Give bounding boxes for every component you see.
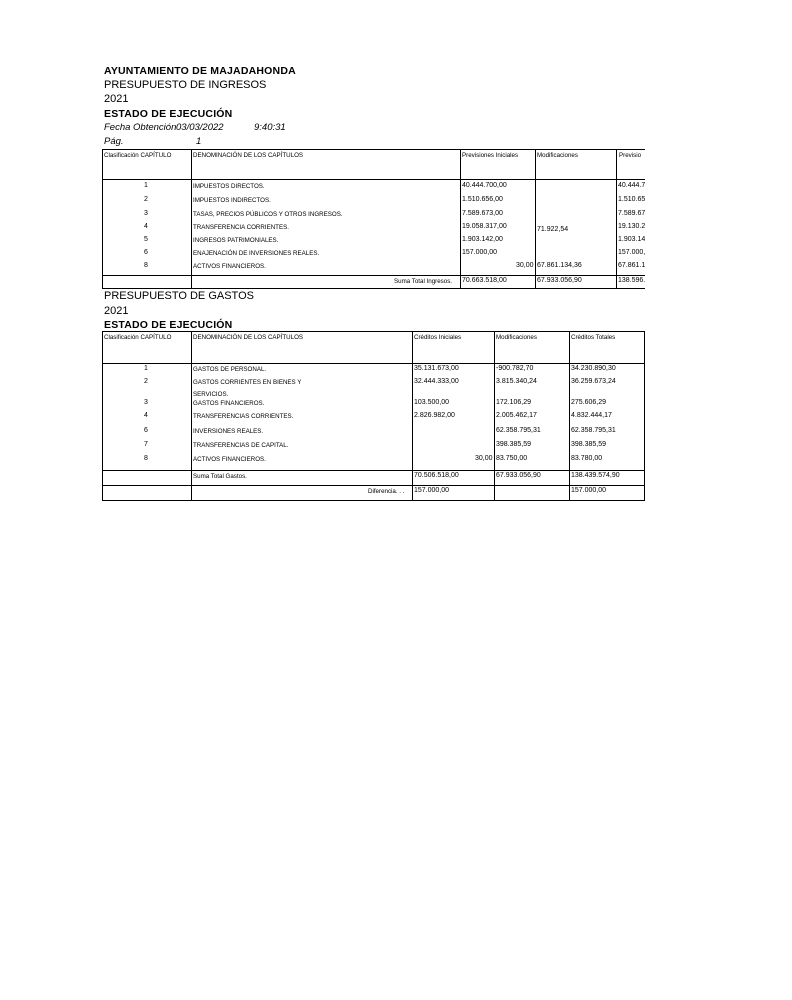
table-row-den-cont: SERVICIOS. (193, 391, 229, 398)
col-header-denominacion: DENOMINACIÓN DE LOS CAPÍTULOS (193, 334, 304, 341)
col-header-denominacion: DENOMINACIÓN DE LOS CAPÍTULOS (193, 152, 304, 159)
table-row-den: ACTIVOS FINANCIEROS. (193, 263, 266, 270)
table-row-mod: 3.815.340,24 (496, 378, 537, 385)
table-row-cap: 2 (144, 378, 148, 385)
col-header-clasificacion: Clasificación CAPÍTULO (104, 334, 172, 341)
table-row-tot: 7.589.67 (618, 210, 645, 217)
total-gastos-label: Suma Total Gastos. (193, 473, 247, 480)
table-row-tot: 1.510.65 (618, 196, 645, 203)
table-row-ini: 32.444.333,00 (414, 378, 459, 385)
table-row-mod: -900.782,70 (496, 365, 534, 372)
table-row-cap: 7 (144, 441, 148, 448)
table-row-cap: 6 (144, 427, 148, 434)
table-row-den: ACTIVOS FINANCIEROS. (193, 456, 266, 463)
table-row-cap: 8 (144, 262, 148, 269)
total-ingresos-mod: 67.933.056,90 (537, 277, 582, 284)
fecha-value: 03/03/2022 (176, 122, 224, 133)
table-row-tot: 275.606,29 (571, 399, 607, 406)
table-row-cap: 4 (144, 412, 148, 419)
col-header-creditos-iniciales: Créditos Iniciales (414, 334, 462, 341)
diferencia-label: Diferencia. . . (368, 488, 405, 495)
hora-value: 9:40:31 (254, 122, 286, 133)
table-row-den: TRANSFERENCIAS CORRIENTES. (193, 413, 294, 420)
table-row-den: TRANSFERENCIAS DE CAPITAL. (193, 442, 289, 449)
table-row-den: GASTOS FINANCIEROS. (193, 400, 265, 407)
gastos-estado-heading: ESTADO DE EJECUCIÓN (104, 319, 233, 331)
table-row-mod: 67.861.134,36 (537, 262, 582, 269)
table-row-ini: 30,00 (516, 262, 534, 269)
col-header-previsiones-totales: Previsio (619, 152, 642, 159)
table-row-ini: 2.826.982,00 (414, 412, 455, 419)
total-gastos-tot: 138.439.574,90 (571, 472, 620, 479)
table-row-ini: 35.131.673,00 (414, 365, 459, 372)
table-row-cap: 4 (144, 223, 148, 230)
table-row-mod: 172.106,29 (496, 399, 532, 406)
estado-heading: ESTADO DE EJECUCIÓN (104, 108, 233, 120)
table-row-tot: 157.000, (618, 249, 645, 256)
table-row-den: ENAJENACIÓN DE INVERSIONES REALES. (193, 250, 320, 257)
table-row-tot: 4.832.444,17 (571, 412, 612, 419)
table-row-ini: 1.510.656,00 (462, 196, 503, 203)
table-row-ini: 19.058.317,00 (462, 223, 507, 230)
report-year: 2021 (104, 93, 129, 105)
table-row-den: INGRESOS PATRIMONIALES. (193, 237, 279, 244)
table-row-mod: 83.750,00 (496, 455, 528, 462)
table-row-mod: 2.005.462,17 (496, 412, 537, 419)
table-row-ini: 40.444.700,00 (462, 182, 507, 189)
table-row-den: INVERSIONES REALES. (193, 428, 264, 435)
col-header-creditos-totales: Créditos Totales (571, 334, 616, 341)
table-row-ini: 157.000,00 (462, 249, 498, 256)
table-row-tot: 67.861.1 (618, 262, 645, 269)
gastos-year: 2021 (104, 305, 129, 317)
table-row-ini: 30,00 (475, 455, 493, 462)
diferencia-ini: 157.000,00 (414, 487, 450, 494)
total-ingresos-label: Suma Total Ingresos. (394, 278, 453, 285)
table-row-den: IMPUESTOS INDIRECTOS. (193, 197, 271, 204)
table-row-ini: 7.589.673,00 (462, 210, 503, 217)
table-row-cap: 6 (144, 249, 148, 256)
table-row-mod: 71.922,54 (537, 226, 569, 233)
table-row-tot: 19.130.2 (618, 223, 645, 230)
table-row-tot: 83.780,00 (571, 455, 603, 462)
org-name: AYUNTAMIENTO DE MAJADAHONDA (104, 65, 296, 77)
col-header-previsiones-iniciales: Previsiones Iniciales (462, 152, 519, 159)
col-header-clasificacion: Clasificación CAPÍTULO (104, 152, 172, 159)
table-row-cap: 5 (144, 236, 148, 243)
table-row-mod: 62.358.795,31 (496, 427, 541, 434)
total-gastos-mod: 67.933.056,90 (496, 472, 541, 479)
table-row-den: TRANSFERENCIA CORRIENTES. (193, 224, 289, 231)
table-row-tot: 398.385,59 (571, 441, 607, 448)
table-row-tot: 62.358.795,31 (571, 427, 616, 434)
table-row-cap: 1 (144, 365, 148, 372)
table-row-cap: 3 (144, 210, 148, 217)
total-ingresos-ini: 70.663.518,00 (462, 277, 507, 284)
table-row-den: TASAS, PRECIOS PÚBLICOS Y OTROS INGRESOS. (193, 211, 343, 218)
table-row-den: IMPUESTOS DIRECTOS. (193, 183, 265, 190)
col-header-modificaciones: Modificaciones (496, 334, 537, 341)
table-row-ini: 1.903.142,00 (462, 236, 503, 243)
pag-label: Pág. (104, 136, 124, 147)
total-gastos-ini: 70.506.518,00 (414, 472, 459, 479)
fecha-label: Fecha Obtención (104, 122, 177, 133)
gastos-title: PRESUPUESTO DE GASTOS (104, 290, 254, 302)
table-row-mod: 398.385,59 (496, 441, 532, 448)
table-row-tot: 1.903.14 (618, 236, 645, 243)
table-row-ini: 103.500,00 (414, 399, 450, 406)
table-row-cap: 2 (144, 196, 148, 203)
table-row-den: GASTOS DE PERSONAL. (193, 366, 267, 373)
table-row-tot: 40.444.7 (618, 182, 645, 189)
total-ingresos-tot: 138.596. (618, 277, 645, 284)
pag-value: 1 (196, 136, 202, 147)
diferencia-tot: 157.000,00 (571, 487, 607, 494)
table-row-den: GASTOS CORRIENTES EN BIENES Y (193, 379, 302, 386)
col-header-modificaciones: Modificaciones (537, 152, 578, 159)
table-row-tot: 34.230.890,30 (571, 365, 616, 372)
table-row-cap: 3 (144, 399, 148, 406)
table-row-tot: 36.259.673,24 (571, 378, 616, 385)
table-row-cap: 8 (144, 455, 148, 462)
table-row-cap: 1 (144, 182, 148, 189)
report-title: PRESUPUESTO DE INGRESOS (104, 79, 267, 91)
